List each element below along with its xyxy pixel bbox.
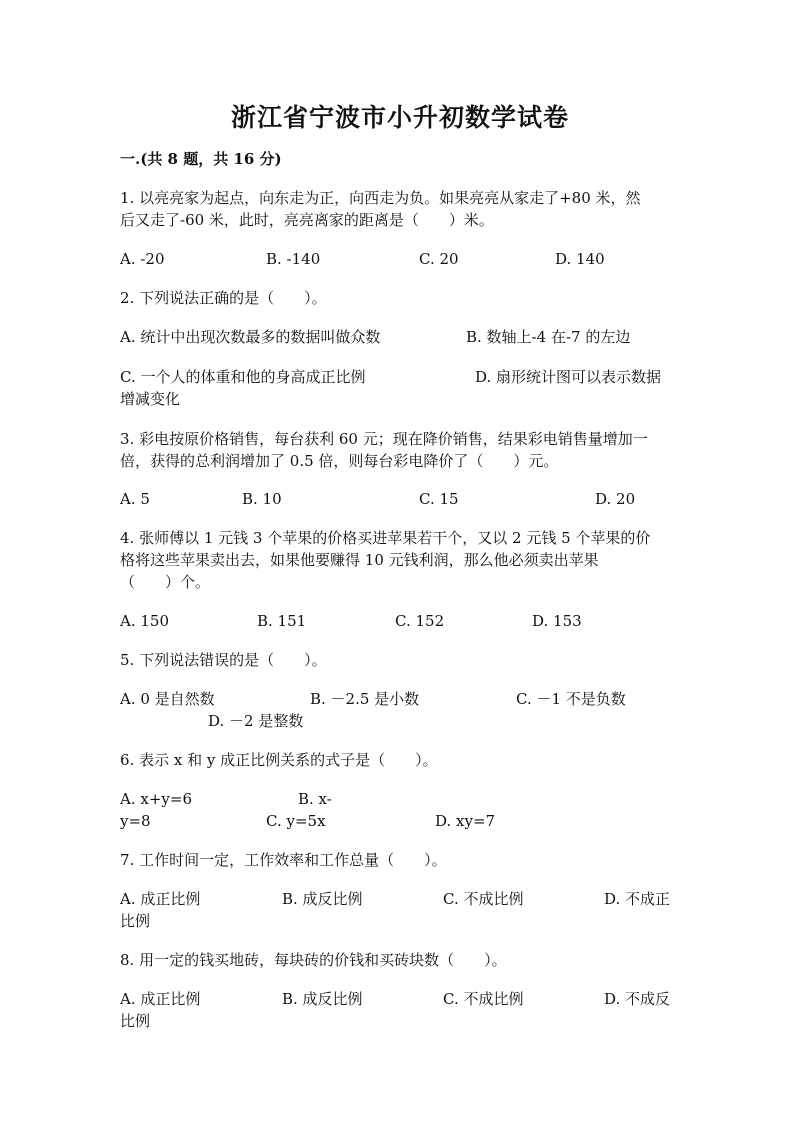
question-3-option-d: D. 20 [595,490,636,508]
question-7-option-b: B. 成反比例 [282,890,363,908]
question-8-option-d: D. 不成反 [604,990,671,1008]
question-1-line-1: 1. 以亮亮家为起点，向东走为正，向西走为负。如果亮亮从家走了+80 米，然 [120,189,641,207]
question-1-line-2: 后又走了-60 米，此时，亮亮离家的距离是（ ）米。 [120,211,494,229]
question-3-line-1: 3. 彩电按原价格销售，每台获利 60 元；现在降价销售，结果彩电销售量增加一 [120,430,648,448]
section-heading: 一.(共 8 题，共 16 分) [120,150,282,168]
question-2-line-1: 2. 下列说法正确的是（ ）。 [120,289,327,307]
question-5-line-1: 5. 下列说法错误的是（ ）。 [120,651,327,669]
question-7-line-1: 7. 工作时间一定，工作效率和工作总量（ ）。 [120,851,447,869]
question-3-option-a: A. 5 [120,490,150,508]
question-4-option-a: A. 150 [120,612,169,630]
question-4-option-c: C. 152 [395,612,445,630]
question-6-option-a: A. x+y=6 [120,790,192,808]
question-6-line-1: 6. 表示 x 和 y 成正比例关系的式子是（ ）。 [120,751,438,769]
question-4-line-3: （ ）个。 [120,573,211,591]
question-1-option-b: B. -140 [266,250,321,268]
question-8-line-1: 8. 用一定的钱买地砖，每块砖的价钱和买砖块数（ ）。 [120,951,507,969]
question-2-option-d: D. 扇形统计图可以表示数据 [475,368,662,386]
question-2-option-b: B. 数轴上-4 在-7 的左边 [466,328,631,346]
question-8-option-b: B. 成反比例 [282,990,363,1008]
question-6-option-d: D. xy=7 [435,812,496,830]
question-7-option-c: C. 不成比例 [443,890,524,908]
question-4-line-2: 格将这些苹果卖出去，如果他要赚得 10 元钱利润，那么他必须卖出苹果 [120,551,599,569]
question-4-line-1: 4. 张师傅以 1 元钱 3 个苹果的价格买进苹果若干个，又以 2 元钱 5 个苹果的价 [120,529,651,547]
question-2-option-a: A. 统计中出现次数最多的数据叫做众数 [120,328,381,346]
question-8-option-a: A. 成正比例 [120,990,201,1008]
question-5-option-a: A. 0 是自然数 [120,690,215,708]
page-title: 浙江省宁波市小升初数学试卷 [230,103,569,132]
question-7-option-a: A. 成正比例 [120,890,201,908]
question-1-option-a: A. -20 [120,250,165,268]
question-2-option-c: C. 一个人的体重和他的身高成正比例 [120,368,366,386]
question-5-option-b: B. －2.5 是小数 [310,690,420,708]
question-3-option-b: B. 10 [242,490,282,508]
question-5-option-c: C. －1 不是负数 [516,690,626,708]
question-6-option-b-wrap: y=8 [120,812,151,830]
question-7-option-d: D. 不成正 [604,890,671,908]
question-1-option-d: D. 140 [555,250,605,268]
question-7-option-d-wrap: 比例 [120,912,151,930]
question-3-option-c: C. 15 [419,490,459,508]
question-4-option-d: D. 153 [532,612,582,630]
question-5-option-d: D. －2 是整数 [208,712,304,730]
question-6-option-c: C. y=5x [266,812,326,830]
question-8-option-d-wrap: 比例 [120,1012,151,1030]
question-3-line-2: 倍，获得的总利润增加了 0.5 倍，则每台彩电降价了（ ）元。 [120,452,559,470]
question-6-option-b: B. x- [298,790,332,808]
question-8-option-c: C. 不成比例 [443,990,524,1008]
question-2-option-d-wrap: 增减变化 [120,390,181,408]
question-1-option-c: C. 20 [419,250,459,268]
question-4-option-b: B. 151 [257,612,307,630]
